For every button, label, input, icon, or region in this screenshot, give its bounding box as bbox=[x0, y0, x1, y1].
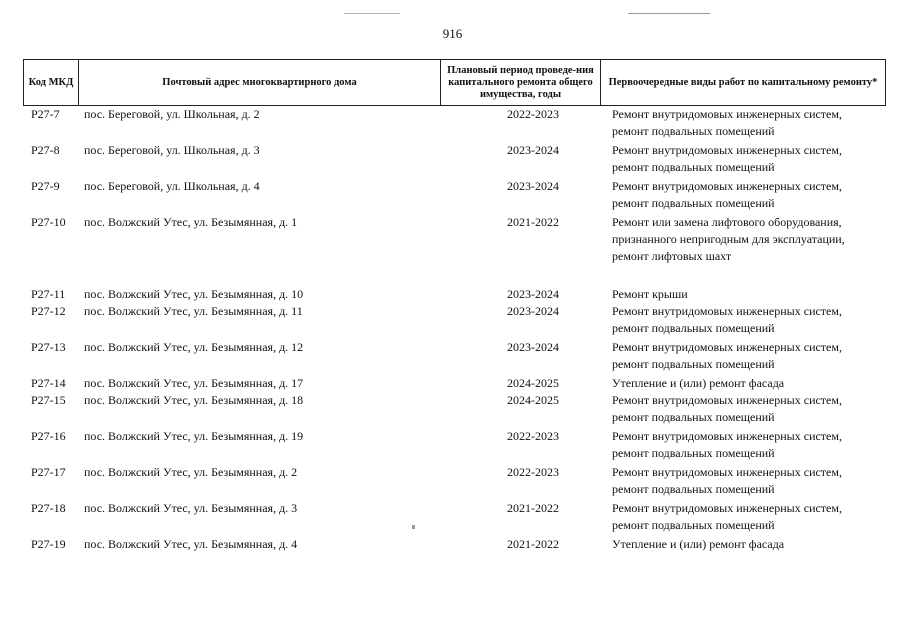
scan-artifact bbox=[344, 13, 400, 14]
row-code: Р27-18 bbox=[31, 501, 66, 515]
row-address: пос. Береговой, ул. Школьная, д. 3 bbox=[84, 143, 260, 157]
row-period: 2021-2022 bbox=[507, 501, 559, 515]
row-code: Р27-14 bbox=[31, 376, 66, 390]
row-works: Ремонт внутридомовых инженерных систем, ремонт подвальных помещений bbox=[612, 107, 842, 138]
row-address: пос. Волжский Утес, ул. Безымянная, д. 19 bbox=[84, 429, 304, 443]
row-code: Р27-19 bbox=[31, 537, 66, 551]
row-address: пос. Волжский Утес, ул. Безымянная, д. 3 bbox=[84, 501, 298, 515]
scan-artifact bbox=[628, 13, 710, 14]
row-works: Ремонт внутридомовых инженерных систем, ремонт подвальных помещений bbox=[612, 393, 842, 424]
row-works: Ремонт внутридомовых инженерных систем, ремонт подвальных помещений bbox=[612, 465, 842, 496]
row-address: пос. Волжский Утес, ул. Безымянная, д. 17 bbox=[84, 376, 304, 390]
header-address: Почтовый адрес многоквартирного дома bbox=[79, 60, 441, 105]
row-code: Р27-11 bbox=[31, 287, 66, 301]
row-period: 2022-2023 bbox=[507, 107, 559, 121]
row-code: Р27-17 bbox=[31, 465, 66, 479]
row-code: Р27-13 bbox=[31, 340, 66, 354]
row-period: 2022-2023 bbox=[507, 465, 559, 479]
row-code: Р27-9 bbox=[31, 179, 60, 193]
row-period: 2021-2022 bbox=[507, 537, 559, 551]
row-period: 2023-2024 bbox=[507, 179, 559, 193]
row-address: пос. Волжский Утес, ул. Безымянная, д. 4 bbox=[84, 537, 298, 551]
row-period: 2023-2024 bbox=[507, 304, 559, 318]
row-works: Ремонт внутридомовых инженерных систем, ремонт подвальных помещений bbox=[612, 179, 842, 210]
row-works: Ремонт внутридомовых инженерных систем, ремонт подвальных помещений bbox=[612, 429, 842, 460]
row-address: пос. Волжский Утес, ул. Безымянная, д. 10 bbox=[84, 287, 304, 301]
row-period: 2023-2024 bbox=[507, 287, 559, 301]
row-works: Ремонт внутридомовых инженерных систем, ремонт подвальных помещений bbox=[612, 143, 842, 174]
header-code: Код МКД bbox=[24, 60, 79, 105]
row-works: Ремонт внутридомовых инженерных систем, ремонт подвальных помещений bbox=[612, 304, 842, 335]
row-address: пос. Волжский Утес, ул. Безымянная, д. 1 bbox=[84, 215, 298, 229]
page-number: 916 bbox=[442, 26, 463, 41]
row-period: 2024-2025 bbox=[507, 393, 559, 407]
header-works: Первоочередные виды работ по капитальному ремонту* bbox=[608, 76, 878, 88]
scan-artifact bbox=[412, 525, 415, 529]
row-address: пос. Волжский Утес, ул. Безымянная, д. 11 bbox=[84, 304, 303, 318]
row-period: 2024-2025 bbox=[507, 376, 559, 390]
row-works: Утепление и (или) ремонт фасада bbox=[612, 376, 785, 390]
row-code: Р27-16 bbox=[31, 429, 66, 443]
row-code: Р27-12 bbox=[31, 304, 66, 318]
row-address: пос. Береговой, ул. Школьная, д. 2 bbox=[84, 107, 260, 121]
row-works: Ремонт внутридомовых инженерных систем, ремонт подвальных помещений bbox=[612, 501, 842, 532]
table-header bbox=[23, 59, 886, 106]
row-period: 2022-2023 bbox=[507, 429, 559, 443]
row-address: пос. Волжский Утес, ул. Безымянная, д. 18 bbox=[84, 393, 304, 407]
row-address: пос. Волжский Утес, ул. Безымянная, д. 12 bbox=[84, 340, 304, 354]
row-period: 2023-2024 bbox=[507, 340, 559, 354]
row-code: Р27-7 bbox=[31, 107, 60, 121]
row-works: Ремонт внутридомовых инженерных систем, ремонт подвальных помещений bbox=[612, 340, 842, 371]
row-code: Р27-8 bbox=[31, 143, 60, 157]
row-works: Ремонт крыши bbox=[612, 287, 688, 301]
row-code: Р27-10 bbox=[31, 215, 66, 229]
row-address: пос. Волжский Утес, ул. Безымянная, д. 2 bbox=[84, 465, 298, 479]
row-works: Ремонт или замена лифтового оборудования, признанного непригодным для эксплуатации, ремонт лифтовых шахт bbox=[612, 215, 845, 263]
row-works: Утепление и (или) ремонт фасада bbox=[612, 537, 785, 551]
row-address: пос. Береговой, ул. Школьная, д. 4 bbox=[84, 179, 260, 193]
header-period: Плановый период проведе-ния капитального ремонта общего имущества, годы bbox=[441, 60, 601, 105]
row-code: Р27-15 bbox=[31, 393, 66, 407]
row-period: 2023-2024 bbox=[507, 143, 559, 157]
row-period: 2021-2022 bbox=[507, 215, 559, 229]
